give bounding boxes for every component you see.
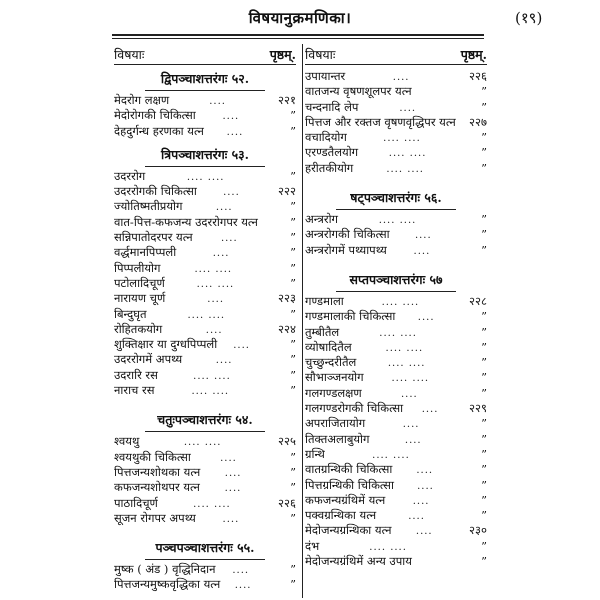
index-entry	[114, 108, 296, 123]
section-rule	[336, 291, 456, 292]
entry-dots: ....	[414, 230, 432, 242]
entry-dots: ....	[205, 324, 223, 336]
entry-dots: .... ....	[369, 541, 407, 553]
entry-dots: ....	[402, 419, 420, 431]
entry-dots: .... ....	[391, 373, 430, 385]
section-heading: पञ्चपञ्चाशत्तरंगः ५५.	[155, 540, 255, 556]
entry-topic: व्योषादितैल	[305, 339, 352, 354]
entry-topic: वचादियोग	[305, 130, 347, 145]
entry-dots: ....	[220, 233, 238, 245]
entry-dots: ....	[234, 580, 252, 592]
entry-topic: नारायण चूर्ण	[114, 291, 166, 306]
entry-page: २२४	[278, 321, 296, 336]
entry-topic: गण्डमाला	[305, 293, 344, 308]
entry-dots: .... ....	[193, 498, 231, 510]
column-header-page: पृष्ठम्.	[460, 47, 487, 62]
column-header-topic: विषयाः	[305, 47, 336, 62]
entry-topic: पाठादिचूर्ण	[114, 495, 158, 510]
column-header-rule	[114, 64, 296, 65]
entry-topic: पित्तजन्यशोथका यत्न	[114, 464, 201, 479]
index-entry	[305, 523, 487, 538]
entry-dots: .... ....	[379, 327, 417, 339]
entry-page: ”	[481, 130, 487, 145]
entry-page: २३०	[469, 523, 487, 538]
entry-dots: ....	[421, 404, 439, 416]
index-entry	[305, 416, 487, 431]
entry-dots: ....	[412, 495, 430, 507]
section-gap	[305, 176, 487, 188]
entry-dots: ....	[224, 483, 242, 495]
entry-page: ”	[290, 367, 296, 382]
section-rule	[145, 431, 265, 432]
entry-dots: .... ....	[372, 449, 410, 461]
entry-page: ”	[290, 245, 296, 260]
entry-dots: .... ....	[187, 309, 226, 321]
index-entry	[305, 69, 487, 84]
entry-page: ”	[481, 462, 487, 477]
entry-page: ”	[290, 275, 296, 290]
entry-topic: अपराजितायोग	[305, 416, 366, 431]
section-heading: त्रिपञ्चाशत्तरंगः ५३.	[160, 146, 250, 162]
entry-dots: ....	[417, 480, 434, 492]
entry-page: ”	[290, 562, 296, 577]
entry-topic: वर्द्धमानपिप्पली	[114, 245, 177, 260]
entry-page: ”	[290, 260, 296, 275]
entry-topic: गण्डमालाकी चिकित्सा	[305, 309, 396, 324]
entry-topic: वातजन्य वृषणशूलपर यत्न	[305, 84, 412, 99]
entry-dots: ....	[413, 245, 431, 257]
entry-page: २२३	[278, 291, 296, 306]
entry-topic: गलगण्डलक्षण	[305, 385, 362, 400]
entry-page: २२२	[278, 184, 296, 199]
entry-dots: .... ....	[183, 437, 222, 449]
entry-page: ”	[481, 431, 487, 446]
header-rule-thin	[112, 38, 484, 39]
entry-topic: बिन्दुघृत	[114, 306, 147, 321]
entry-page: ”	[481, 477, 487, 492]
section-rule	[145, 166, 265, 167]
entry-topic: श्वयथुकी चिकित्सा	[114, 449, 191, 464]
entry-dots: .... ....	[383, 133, 421, 145]
index-entry	[114, 465, 296, 480]
index-entry	[114, 322, 296, 337]
entry-topic: कफजन्यशोथपर यत्न	[114, 480, 200, 495]
entry-topic: रोहितकयोग	[114, 321, 163, 336]
entry-page: ”	[481, 416, 487, 431]
entry-page: ”	[290, 199, 296, 214]
column-header	[114, 44, 296, 64]
entry-dots: ....	[212, 248, 230, 260]
entry-topic: अन्त्ररोग	[305, 212, 339, 227]
index-entry	[114, 184, 296, 199]
index-entry	[114, 215, 296, 230]
entry-page: ”	[481, 212, 487, 227]
index-entry	[305, 462, 487, 477]
section-rule	[145, 559, 265, 560]
entry-dots: .... ....	[378, 215, 417, 227]
column-header-rule	[305, 64, 487, 65]
entry-dots: ....	[224, 467, 242, 479]
entry-dots: ....	[220, 452, 237, 464]
index-entry	[305, 294, 487, 309]
index-entry	[114, 261, 296, 276]
index-entry	[305, 478, 487, 493]
entry-page: ”	[481, 309, 487, 324]
entry-topic: अन्त्ररोगमें पथ्यापथ्य	[305, 242, 387, 257]
index-entry	[114, 291, 296, 306]
section-rule	[336, 209, 456, 210]
index-entry	[305, 554, 487, 569]
index-entry	[114, 337, 296, 352]
entry-dots: .... ....	[381, 296, 420, 308]
index-entry	[114, 230, 296, 245]
entry-page: ”	[481, 492, 487, 507]
entry-page: २२१	[278, 93, 296, 107]
entry-dots: .... ....	[388, 148, 427, 160]
entry-page: २२६	[469, 69, 487, 83]
index-entry	[305, 325, 487, 340]
entry-topic: पिप्पलीयोग	[114, 260, 161, 275]
entry-topic: हरीतकीयोग	[305, 160, 354, 175]
section-heading: द्विपञ्चाशत्तरंगः ५२.	[160, 71, 250, 86]
index-entry	[305, 355, 487, 370]
page-header-title: विषयानुक्रमणिका।	[248, 9, 352, 27]
entry-page: ”	[481, 370, 487, 385]
index-entry	[305, 161, 487, 176]
entry-topic: पित्तजन्यमुष्कवृद्धिका यत्न	[114, 577, 221, 592]
entry-topic: चुच्छुन्दरीतैल	[305, 355, 357, 370]
entry-topic: दंभ	[305, 538, 320, 553]
entry-topic: देहदुर्गन्ध हरणका यत्न	[114, 123, 204, 138]
index-entry	[305, 84, 487, 99]
index-entry	[305, 447, 487, 462]
column-divider	[302, 44, 303, 598]
entry-page: ”	[290, 480, 296, 495]
entry-page: ”	[481, 446, 487, 461]
entry-dots: ....	[415, 526, 433, 538]
index-entry	[114, 450, 296, 465]
entry-page: २२९	[469, 401, 487, 416]
entry-dots: ....	[215, 202, 233, 214]
entry-page: ”	[481, 160, 487, 175]
section-gap	[114, 526, 296, 538]
index-entry	[305, 212, 487, 227]
entry-topic: उपायान्तर	[305, 69, 346, 83]
page-number: (१९)	[515, 9, 543, 27]
entry-page: ”	[481, 324, 487, 339]
column-header-page: पृष्ठम्.	[269, 47, 296, 62]
index-entry	[114, 245, 296, 260]
entry-page: ”	[290, 449, 296, 464]
header-rule	[112, 34, 484, 36]
entry-dots: ....	[417, 312, 435, 324]
entry-topic: मेदोजन्यग्रन्थिका यत्न	[305, 523, 392, 538]
entry-dots: .... ....	[191, 386, 230, 398]
entry-dots: ....	[392, 72, 410, 83]
index-entry	[114, 199, 296, 214]
index-entry	[305, 100, 487, 115]
entry-dots: ....	[222, 111, 240, 123]
entry-dots: ....	[416, 465, 434, 477]
entry-dots: .... ....	[385, 342, 424, 354]
entry-page: २२६	[278, 495, 296, 510]
index-entry	[305, 370, 487, 385]
entry-page: ”	[290, 510, 296, 525]
entry-topic: चन्दनादि लेप	[305, 99, 359, 114]
index-entry	[114, 124, 296, 139]
entry-dots: ....	[399, 102, 417, 114]
index-entry	[305, 115, 487, 130]
entry-topic: मेदरोग लक्षण	[114, 93, 170, 107]
entry-dots: .... ....	[186, 171, 225, 183]
entry-page: ”	[481, 355, 487, 370]
entry-page: ”	[290, 123, 296, 138]
entry-page: ”	[290, 230, 296, 245]
section-heading: सप्तपञ्चाशत्तरंगः ५७	[349, 271, 443, 287]
entry-page: ”	[481, 339, 487, 354]
entry-dots: ....	[215, 355, 233, 367]
entry-dots: .... ....	[196, 278, 235, 290]
index-entry	[114, 511, 296, 526]
entry-topic: पित्तग्रन्थिकी चिकित्सा	[305, 477, 394, 492]
index-entry	[305, 386, 487, 401]
entry-dots: ....	[232, 565, 250, 577]
section-gap	[305, 258, 487, 270]
entry-topic: तिक्तअलाबुयोग	[305, 431, 370, 446]
entry-page: ”	[481, 554, 487, 569]
index-entry	[114, 496, 296, 511]
index-entry	[305, 508, 487, 523]
entry-page: ”	[481, 227, 487, 242]
index-entry	[114, 577, 296, 592]
entry-dots: ....	[408, 511, 425, 523]
entry-dots: ....	[404, 434, 422, 446]
entry-topic: ग्रन्थि	[305, 446, 325, 461]
index-entry	[114, 434, 296, 449]
index-entry	[114, 276, 296, 291]
entry-topic: अन्त्ररोगकी चिकित्सा	[305, 227, 390, 242]
entry-topic: शुक्तिक्षार या दुग्धपिप्पली	[114, 337, 218, 352]
entry-page: ”	[290, 577, 296, 592]
index-entry	[114, 480, 296, 495]
entry-dots: ....	[233, 340, 250, 352]
section-gap	[114, 398, 296, 410]
entry-dots: .... ....	[193, 370, 231, 382]
entry-page: ”	[481, 385, 487, 400]
entry-page: ”	[290, 306, 296, 321]
entry-page: ”	[290, 108, 296, 123]
entry-topic: ज्योतिष्मतीप्रयोग	[114, 199, 183, 214]
section-heading: चतुःपञ्चाशत्तरंगः ५४.	[157, 412, 253, 428]
index-entry	[305, 539, 487, 554]
entry-page: ”	[481, 99, 487, 114]
entry-page: २२५	[278, 434, 296, 449]
index-entry	[114, 307, 296, 322]
entry-dots: ....	[207, 294, 225, 306]
entry-page: ”	[290, 464, 296, 479]
entry-topic: नाराच रस	[114, 383, 155, 398]
entry-topic: एरण्डतैलयोग	[305, 145, 359, 160]
entry-dots: .... ....	[387, 358, 426, 370]
entry-topic: पित्तज और रक्तज वृषणवृद्धिपर यत्न	[305, 114, 456, 129]
entry-topic: कफजन्यग्रंथिमें यत्न	[305, 492, 386, 507]
entry-topic: मेदोरोगकी चिकित्सा	[114, 108, 196, 123]
entry-page: ”	[290, 383, 296, 398]
column-header-topic: विषयाः	[114, 47, 145, 62]
entry-page: ”	[481, 242, 487, 257]
entry-topic: मेदोजन्यग्रंथिमें अन्य उपाय	[305, 554, 412, 569]
entry-dots: ....	[401, 388, 418, 400]
entry-topic: वात-पित्त-कफजन्य उदररोगपर यत्न	[114, 214, 258, 229]
index-entry	[114, 562, 296, 577]
entry-topic: श्वयथु	[114, 434, 140, 449]
entry-topic: पक्वग्रन्थिका यत्न	[305, 508, 377, 523]
entry-topic: उदररोगकी चिकित्सा	[114, 184, 197, 199]
entry-page: २२७	[469, 114, 487, 129]
entry-page: ”	[290, 168, 296, 183]
entry-page: ”	[290, 337, 296, 352]
index-entry	[305, 401, 487, 416]
index-entry	[305, 340, 487, 355]
entry-topic: गलगण्डरोगकी चिकित्सा	[305, 401, 404, 416]
entry-page: ”	[290, 214, 296, 229]
entry-page: ”	[481, 84, 487, 99]
left-column	[114, 44, 296, 593]
entry-page: ”	[481, 538, 487, 553]
section-heading: षट्पञ्चाशत्तरंगः ५६.	[350, 190, 442, 206]
entry-topic: पटोलादिचूर्ण	[114, 275, 165, 290]
entry-topic: वातग्रन्थिकी चिकित्सा	[305, 462, 393, 477]
entry-topic: उदरारि रस	[114, 367, 158, 382]
index-entry	[305, 432, 487, 447]
right-column	[305, 44, 487, 569]
index-entry	[305, 145, 487, 160]
entry-page: ”	[290, 352, 296, 367]
entry-topic: उदररोगमें अपथ्य	[114, 352, 183, 367]
entry-topic: सूजन रोगपर अपथ्य	[114, 510, 196, 525]
entry-dots: .... ....	[194, 263, 233, 275]
entry-page: ”	[481, 508, 487, 523]
column-header	[305, 44, 487, 64]
section-rule	[145, 90, 265, 91]
entry-dots: .... ....	[386, 163, 424, 175]
entry-topic: मुष्क ( अंड ) वृद्धिनिदान	[114, 562, 216, 577]
index-entry	[114, 93, 296, 108]
index-entry	[305, 493, 487, 508]
entry-topic: तुम्बीतैल	[305, 324, 340, 339]
index-entry	[305, 130, 487, 145]
entry-page: २२८	[469, 293, 487, 308]
entry-dots: ....	[209, 96, 226, 107]
entry-dots: ....	[222, 513, 240, 525]
index-entry	[114, 169, 296, 184]
entry-topic: सौभाञ्जनयोग	[305, 370, 364, 385]
index-entry	[114, 352, 296, 367]
entry-dots: ....	[226, 126, 244, 138]
entry-dots: ....	[223, 187, 240, 199]
index-entry	[305, 227, 487, 242]
entry-topic: उदररोग	[114, 168, 146, 183]
entry-page: ”	[481, 145, 487, 160]
index-entry	[305, 243, 487, 258]
entry-topic: सन्निपातोदरपर यत्न	[114, 230, 193, 245]
index-entry	[114, 368, 296, 383]
index-entry	[305, 309, 487, 324]
index-entry	[114, 383, 296, 398]
